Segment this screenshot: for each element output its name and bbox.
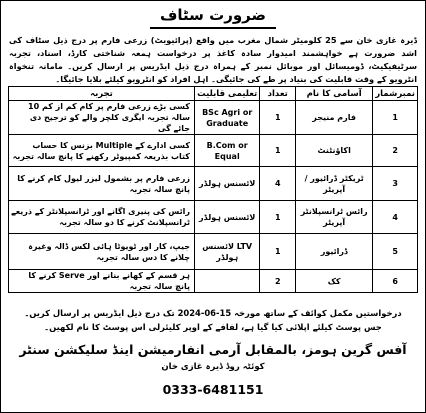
- row-post: فارم منیجر: [296, 101, 373, 135]
- table-header-row: [9, 87, 418, 101]
- row-post: ٹریکٹر ڈرائیور / آپریٹر: [296, 167, 373, 201]
- header-exp: تجربہ: [9, 87, 195, 101]
- row-post: کک: [296, 270, 373, 293]
- office-name: آفس گرین ہومز، بالمقابل آرمی انفارمیشن اینڈ سلیکشن سنٹر: [19, 342, 407, 357]
- row-exp: رائس کی پنیری اگانے اور ٹرانسپلانٹر کے ذریعے ٹرانسپلانٹ کرنے کا دو سالہ تجربہ: [9, 201, 195, 234]
- row-edu: [194, 270, 259, 293]
- row-post: رائس ٹرانسپلانٹر آپریٹر: [296, 201, 373, 234]
- row-post: ڈرائیور: [296, 234, 373, 270]
- row-count: 1: [260, 234, 296, 270]
- title-wrap: [1, 5, 425, 29]
- row-num: 6: [373, 270, 418, 293]
- row-num: 4: [373, 201, 418, 234]
- header-edu: تعلیمی قابلیت: [194, 87, 259, 101]
- row-num: 3: [373, 167, 418, 201]
- header-num: نمبرشمار: [373, 87, 418, 101]
- table-row: [9, 167, 418, 201]
- table-row: [9, 135, 418, 167]
- row-exp: کسی ادارے کے Multiple بزنس کا حساب کتاب بذریعہ کمپیوٹر رکھنے کا پانچ سالہ تجربہ: [9, 135, 195, 167]
- office-address: کوئٹہ روڈ ڈیرہ غازی خان: [161, 362, 265, 372]
- table-row: [9, 270, 418, 293]
- row-exp: کسی بڑے زرعی فارم پر کام کم از کم 10 سالہ تجربہ ایگری کلچر والے کو ترجیح دی جائے گی: [9, 101, 195, 135]
- row-count: 4: [260, 167, 296, 201]
- row-num: 1: [373, 101, 418, 135]
- row-exp: جیپ، کار اور ٹویوٹا ہائی لکس ڈالہ وغیرہ چلانے کا دس سالہ تجربہ: [9, 234, 195, 270]
- row-edu: لائسنس ہولڈر: [194, 201, 259, 234]
- row-exp: زرعی فارم پر بشمول لیزر لیول کام کرنے کا پانچ سالہ تجربہ: [9, 167, 195, 201]
- row-count: 1: [260, 101, 296, 135]
- footnote-line-1: درخواستیں مکمل کوائف کے ساتھ مورخہ 15-06-2024 تک درج ذیل ایڈریس پر ارسال کریں۔: [24, 308, 402, 318]
- intro-paragraph: ڈیرہ غازی خان سے 25 کلومیٹر شمال مغرب میں واقع (پرائیویٹ) زرعی فارم پر درج ذیل سٹاف کی اشد ضرورت ہے خواہشمند امیدوار سادہ کاغذ پر درخواست ہمعہ شناختی کارڈ، اسناد، تجربہ سرٹیفیکیٹ، ڈومیسائل اور موبائل نمبر کے ہمراہ درج ذیل ایڈریس پر ارسال کریں۔ مامانہ تنخواہ انٹرویو کے وقت قابلیت کی بنیاد پر طے کی جائیگی۔ اہل افراد کو انٹرویو کیلئے بلایا جائیگا۔: [9, 35, 417, 84]
- ad-title: ضرورت سٹاف: [150, 6, 276, 29]
- footnote-line-2: جس پوسٹ کیلئے اپلائی کیا گیا ہے، لفافے کے اوپر کلیئرلی اس پوسٹ کا نام لکھیں۔: [44, 322, 382, 332]
- footnote: [9, 306, 417, 334]
- row-count: 1: [260, 135, 296, 167]
- row-exp: ہر قسم کے کھانے بنانے اور Serve کرنے کا پانچ سالہ تجربہ: [9, 270, 195, 293]
- table-row: [9, 234, 418, 270]
- row-edu: LTV لائسنس ہولڈر: [194, 234, 259, 270]
- row-post: اکاؤنٹنٹ: [296, 135, 373, 167]
- jobs-table: [8, 86, 418, 293]
- table-row: [9, 201, 418, 234]
- row-edu: B.Com or Equal: [194, 135, 259, 167]
- header-post: آسامی کا نام: [296, 87, 373, 101]
- phone-number: 0333-6481151: [162, 382, 264, 397]
- row-count: 1: [260, 201, 296, 234]
- table-row: [9, 101, 418, 135]
- row-num: 2: [373, 135, 418, 167]
- header-count: تعداد: [260, 87, 296, 101]
- row-num: 5: [373, 234, 418, 270]
- row-edu: لائسنس ہولڈر: [194, 167, 259, 201]
- row-count: 2: [260, 270, 296, 293]
- row-edu: BSc Agri or Graduate: [194, 101, 259, 135]
